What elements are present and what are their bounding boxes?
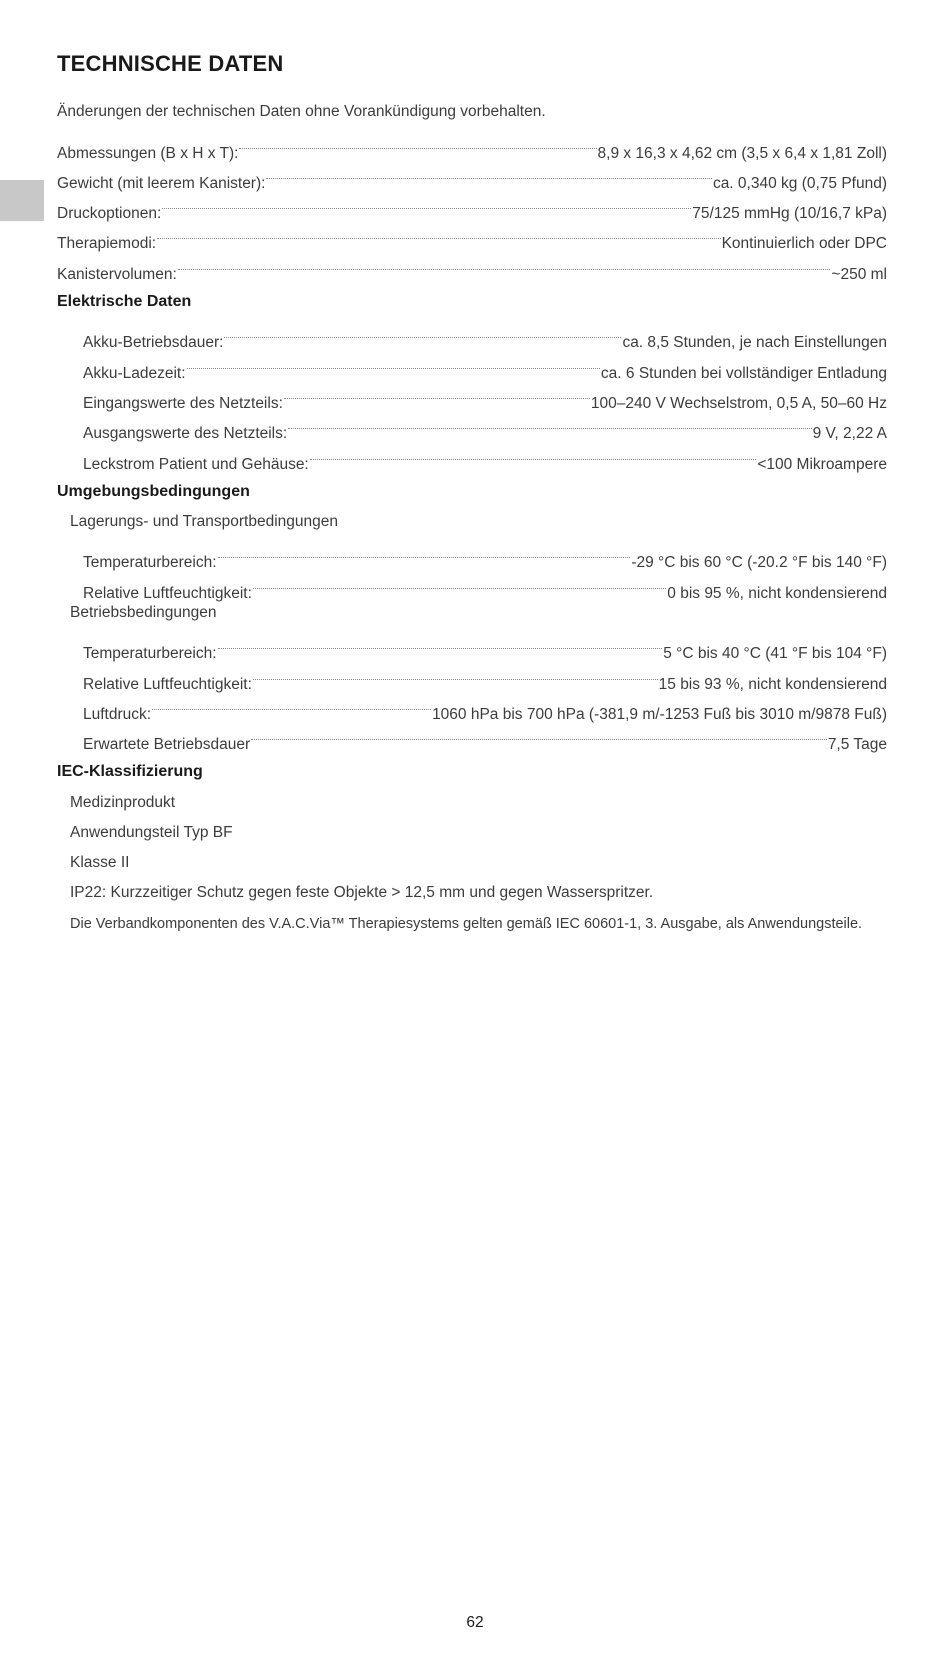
iec-item: IP22: Kurzzeitiger Schutz gegen feste Objekte > 12,5 mm und gegen Wasserspritzer. xyxy=(70,884,654,902)
spec-value: ca. 8,5 Stunden, je nach Einstellungen xyxy=(622,334,887,352)
dot-leader xyxy=(288,408,811,438)
iec-item: Anwendungsteil Typ BF xyxy=(70,823,233,841)
spec-label: Erwartete Betriebsdauer xyxy=(83,736,251,754)
dot-leader xyxy=(253,567,666,597)
spec-row-battery-runtime xyxy=(57,317,887,352)
spec-label: Ausgangswerte des Netzteils: xyxy=(83,425,288,443)
spec-value: 100–240 V Wechselstrom, 0,5 A, 50–60 Hz xyxy=(590,394,887,412)
chapter-side-tab xyxy=(0,180,44,221)
dot-leader xyxy=(266,158,711,188)
spec-value: <100 Mikroampere xyxy=(757,455,887,473)
spec-value: 8,9 x 16,3 x 4,62 cm (3,5 x 6,4 x 1,81 Zoll) xyxy=(597,144,887,162)
technical-data-content xyxy=(57,49,887,939)
spec-value: 1060 hPa bis 700 hPa (-381,9 m/-1253 Fuß bis 3010 m/9878 Fuß) xyxy=(432,705,887,723)
spec-value: 5 °C bis 40 °C (41 °F bis 104 °F) xyxy=(663,645,887,663)
dot-leader xyxy=(152,689,431,719)
dot-leader xyxy=(162,188,691,218)
spec-value: ca. 6 Stunden bei vollständiger Entladung xyxy=(600,364,887,382)
spec-value: 75/125 mmHg (10/16,7 kPa) xyxy=(692,205,887,223)
spec-row-operating-temperature xyxy=(57,628,887,663)
spec-value: 9 V, 2,22 A xyxy=(812,425,887,443)
intro-text: Änderungen der technischen Daten ohne Vorankündigung vorbehalten. xyxy=(57,103,546,120)
dot-leader xyxy=(284,378,590,408)
spec-value: 7,5 Tage xyxy=(827,736,887,754)
spec-value: 0 bis 95 %, nicht kondensierend xyxy=(667,584,887,602)
dot-leader xyxy=(253,658,658,688)
spec-label: Luftdruck: xyxy=(83,705,152,723)
spec-row-expected-service-life xyxy=(57,719,887,754)
page-number: 62 xyxy=(466,1614,484,1631)
spec-value: 15 bis 93 %, nicht kondensierend xyxy=(658,675,887,693)
dot-leader xyxy=(218,537,631,567)
dot-leader xyxy=(310,438,757,468)
spec-row-dimensions xyxy=(57,127,887,162)
iec-item: Die Verbandkomponenten des V.A.C.Via™ Therapiesystems gelten gemäß IEC 60601-1, 3. Ausgabe, als Anwendungsteile. xyxy=(70,915,863,932)
spec-label: Temperaturbereich: xyxy=(83,554,217,572)
spec-label: Eingangswerte des Netzteils: xyxy=(83,394,283,412)
environment-specs xyxy=(57,507,887,754)
spec-value: ~250 ml xyxy=(831,265,887,283)
section-heading-iec: IEC-Klassifizierung xyxy=(57,763,203,781)
iec-classification xyxy=(57,788,887,939)
spec-label: Akku-Ladezeit: xyxy=(83,364,186,382)
section-heading-environment: Umgebungsbedingungen xyxy=(57,482,250,500)
spec-label: Druckoptionen: xyxy=(57,205,162,223)
spec-label: Therapiemodi: xyxy=(57,235,157,253)
spec-row-storage-temperature xyxy=(57,537,887,572)
spec-label: Gewicht (mit leerem Kanister): xyxy=(57,174,266,192)
electrical-specs xyxy=(57,317,887,473)
spec-label: Relative Luftfeuchtigkeit: xyxy=(83,675,252,693)
dot-leader xyxy=(224,317,621,347)
iec-item: Klasse II xyxy=(70,854,130,872)
dot-leader xyxy=(218,628,663,658)
general-specs xyxy=(57,127,887,283)
spec-label: Leckstrom Patient und Gehäuse: xyxy=(83,455,309,473)
spec-value: ca. 0,340 kg (0,75 Pfund) xyxy=(712,174,887,192)
spec-label: Akku-Betriebsdauer: xyxy=(83,334,224,352)
spec-label: Relative Luftfeuchtigkeit: xyxy=(83,584,252,602)
spec-label: Abmessungen (B x H x T): xyxy=(57,144,239,162)
spec-row-canister-volume xyxy=(57,248,887,283)
page-title: TECHNISCHE DATEN xyxy=(57,51,284,76)
dot-leader xyxy=(178,248,831,278)
dot-leader xyxy=(239,127,596,157)
iec-item: Medizinprodukt xyxy=(70,793,176,811)
spec-value: -29 °C bis 60 °C (-20.2 °F bis 140 °F) xyxy=(631,554,887,572)
subheading-operating: Betriebsbedingungen xyxy=(70,603,217,621)
spec-label: Kanistervolumen: xyxy=(57,265,177,283)
subheading-storage: Lagerungs- und Transportbedingungen xyxy=(70,512,339,530)
dot-leader xyxy=(187,347,600,377)
spec-value: Kontinuierlich oder DPC xyxy=(721,235,887,253)
dot-leader xyxy=(251,719,827,749)
section-heading-electrical: Elektrische Daten xyxy=(57,292,192,310)
dot-leader xyxy=(157,218,721,248)
spec-label: Temperaturbereich: xyxy=(83,645,217,663)
